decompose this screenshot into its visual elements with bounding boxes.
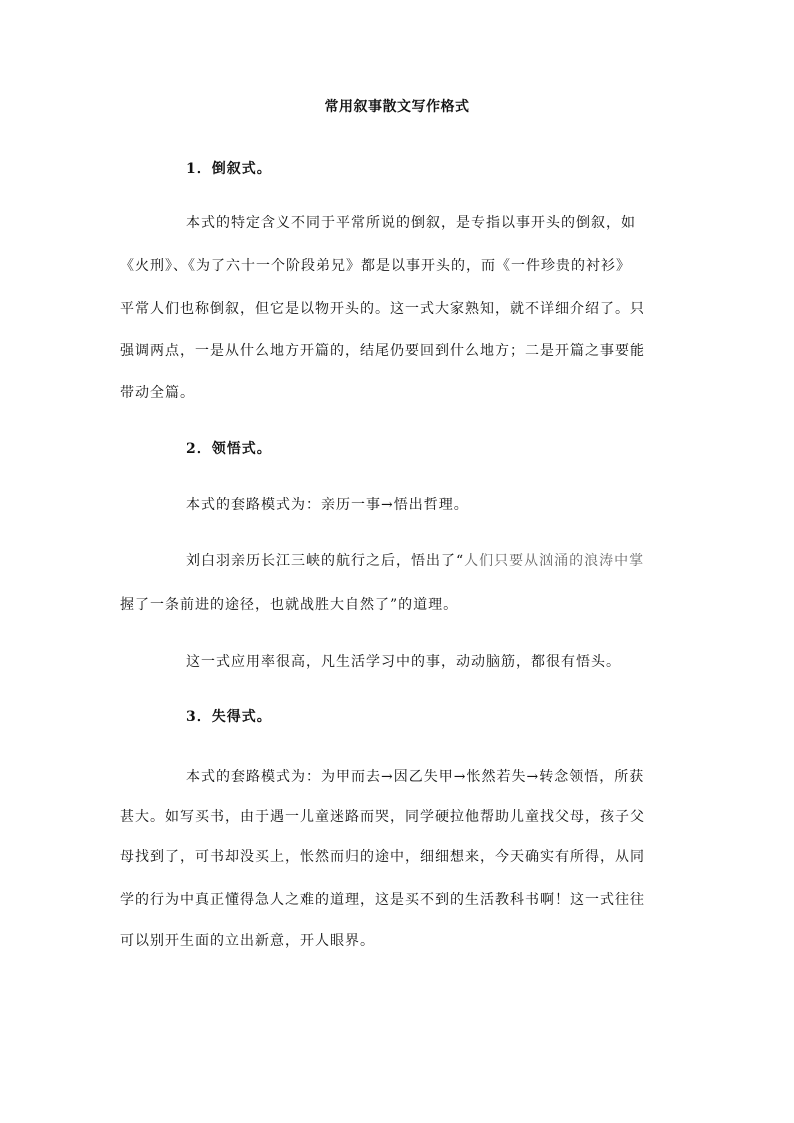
paragraph-line: 《火刑》、《为了六十一个阶段弟兄》都是以事开头的，而《一件珍贵的衬衫》: [120, 258, 631, 274]
paragraph-line: 本式的套路模式为：亲历一事→悟出哲理。: [186, 497, 469, 513]
paragraph-line: 学的行为中真正懂得急人之难的道理，这是买不到的生活教科书啊！这一式往往: [120, 892, 645, 908]
paragraph-line: 强调两点，一是从什么地方开篇的，结尾仍要回到什么地方；二是开篇之事要能: [120, 343, 645, 359]
paragraph-line: 平常人们也称倒叙，但它是以物开头的。这一式大家熟知，就不详细介绍了。只: [120, 301, 645, 317]
section-heading-3: 3．失得式。: [186, 709, 272, 725]
line-part: 刘白羽亲历长江三峡的航行之后，悟出了“: [186, 553, 465, 569]
paragraph-line: 甚大。如写买书，由于遇一儿童迷路而哭，同学硬拉他帮助儿童找父母，孩子父: [120, 809, 645, 825]
paragraph-line: 这一式应用率很高，凡生活学习中的事，动动脑筋，都很有悟头。: [186, 654, 621, 670]
quoted-text: 人们只要从汹涌的浪涛中掌: [464, 553, 645, 569]
paragraph-line: 可以别开生面的立出新意，开人眼界。: [120, 933, 375, 949]
paragraph-line: 母找到了，可书却没买上，怅然而归的途中，细细想来，今天确实有所得，从同: [120, 849, 645, 865]
paragraph-line: [186, 550, 680, 570]
section-heading-1: 1．倒叙式。: [186, 161, 272, 177]
line-part: 握了一条前进的途径，也就战胜大自然了”的道理。: [120, 597, 459, 613]
paragraph-line: [120, 594, 680, 614]
paragraph-line: 带动全篇。: [120, 385, 195, 401]
section-heading-2: 2．领悟式。: [186, 441, 272, 457]
paragraph-line: 本式的套路模式为：为甲而去→因乙失甲→怅然若失→转念领悟，所获: [186, 769, 645, 785]
page-title: 常用叙事散文写作格式: [324, 99, 470, 115]
paragraph-line: 本式的特定含义不同于平常所说的倒叙，是专指以事开头的倒叙，如: [186, 215, 636, 231]
